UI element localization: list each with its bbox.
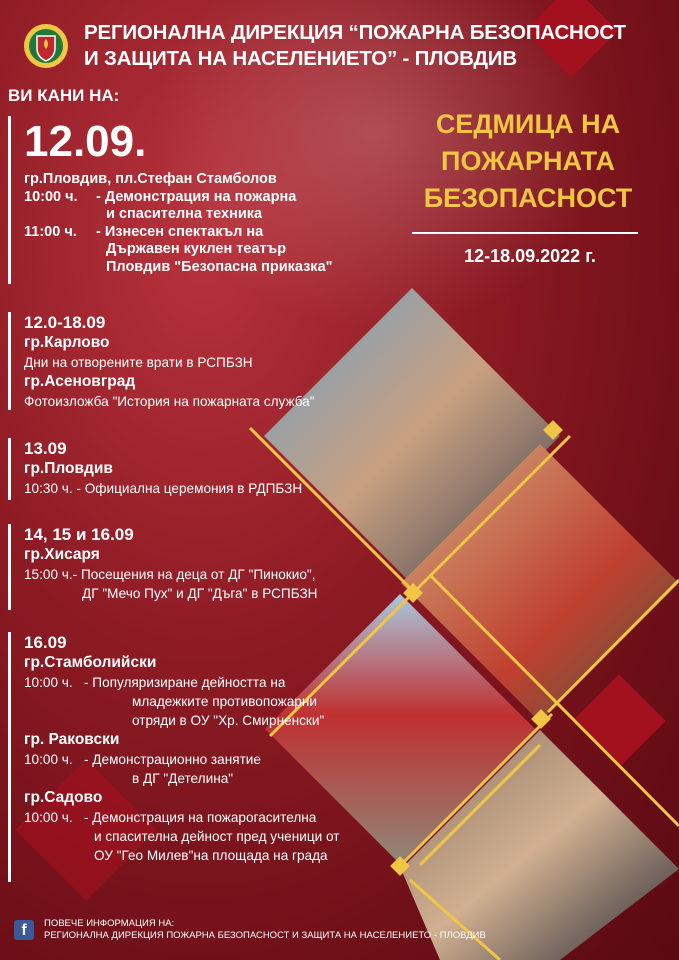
section-date: 12.0-18.09 (24, 313, 106, 332)
invite-label: ВИ КАНИ НА: (8, 86, 120, 105)
title-underline (412, 232, 638, 234)
divider-line (8, 438, 11, 500)
section-text: младежките противопожарни (132, 694, 317, 709)
footer-info (44, 918, 486, 942)
header-line-1: РЕГИОНАЛНА ДИРЕКЦИЯ “ПОЖАРНА БЕЗОПАСНОСТ (84, 21, 626, 44)
header-line-2: И ЗАЩИТА НА НАСЕЛЕНИЕТО” - ПЛОВДИВ (84, 47, 517, 70)
section-karlovo (24, 312, 315, 411)
section-city: гр.Карлово (24, 334, 110, 351)
emblem-icon (22, 22, 70, 70)
section-stamboliyski (24, 632, 339, 865)
program-text: Пловдив "Безопасна приказка" (106, 258, 333, 275)
title-line: СЕДМИЦА НА (435, 109, 621, 139)
program-item (24, 224, 333, 277)
section-text: в ДГ "Детелина" (132, 771, 234, 786)
section-city: гр. Раковски (24, 731, 120, 748)
section-city: гр.Хисаря (24, 546, 100, 563)
section-date: 16.09 (24, 633, 67, 652)
program-item (24, 673, 339, 730)
section-text: - Демонстрация на пожарогасителна (84, 810, 317, 825)
section-text: ОУ "Гео Милев"на площада на града (94, 848, 328, 863)
program-time: 10:00 ч. (24, 752, 73, 767)
program-time: 10:00 ч. (24, 675, 73, 690)
header-title (84, 20, 634, 72)
section-city: гр.Пловдив (24, 460, 113, 477)
section-date: 13.09 (24, 439, 67, 458)
event-dates: 12-18.09.2022 г. (464, 246, 596, 266)
divider-line (8, 632, 11, 882)
divider-line (8, 116, 11, 284)
program-text: и спасителна техника (106, 206, 263, 222)
divider-line (8, 312, 11, 410)
section-hisarya (24, 524, 318, 603)
main-event-date: 12.09. (24, 117, 147, 166)
main-event-place: гр.Пловдив, пл.Стефан Стамболов (24, 171, 277, 187)
section-text: - Популяризиране дейността на (84, 675, 286, 690)
program-item (24, 808, 339, 865)
section-text: 15:00 ч.- Посещения на деца от ДГ "Пинокио", (24, 567, 316, 582)
program-item (24, 189, 333, 224)
program-text: - Демонстрация на пожарна (96, 188, 297, 205)
program-item (24, 750, 339, 788)
facebook-icon[interactable]: f (14, 920, 34, 940)
section-city: гр.Стамболийски (24, 654, 157, 671)
program-time: 10:00 ч. (24, 810, 73, 825)
program-time: 10:00 ч. (24, 188, 78, 205)
title-line: ПОЖАРНАТА (441, 146, 615, 176)
event-title (412, 106, 644, 217)
divider-line (8, 524, 11, 610)
footer-line: ПОВЕЧЕ ИНФОРМАЦИЯ НА: (44, 918, 175, 929)
program-text: - Изнесен спектакъл на (96, 223, 264, 240)
program-text: Държавен куклен театър (106, 241, 287, 257)
section-city: гр.Садово (24, 789, 103, 806)
main-event-program (24, 171, 333, 276)
section-text: ДГ "Мечо Пух" и ДГ "Дъга" в РСПБЗН (82, 586, 318, 601)
section-date: 14, 15 и 16.09 (24, 525, 134, 544)
section-text: - Демонстрационно занятие (84, 752, 261, 767)
section-text: отряди в ОУ "Хр. Смирненски" (132, 713, 325, 728)
title-line: БЕЗОПАСНОСТ (423, 183, 633, 213)
footer-link[interactable]: РЕГИОНАЛНА ДИРЕКЦИЯ ПОЖАРНА БЕЗОПАСНОСТ И ЗАЩИТА НА НАСЕЛЕНИЕТО - ПЛОВДИВ (44, 930, 486, 941)
section-text: Фотоизложба "История на пожарната служба" (24, 394, 315, 409)
section-plovdiv (24, 438, 302, 498)
section-text: 10:30 ч. - Официална церемония в РДПБЗН (24, 481, 303, 496)
section-text: Дни на отворените врати в РСПБЗН (24, 355, 253, 370)
program-time: 11:00 ч. (24, 223, 77, 240)
section-city: гр.Асеновград (24, 373, 136, 390)
section-text: и спасителна дейност пред ученици от (94, 829, 340, 844)
